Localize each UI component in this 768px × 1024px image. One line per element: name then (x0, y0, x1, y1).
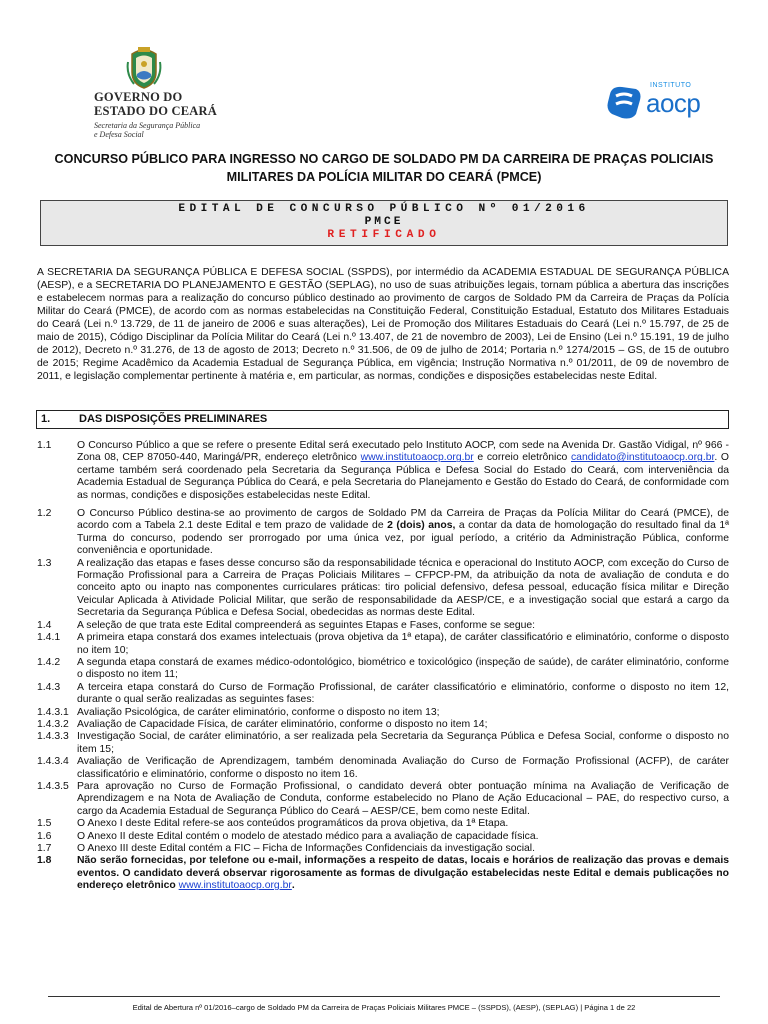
item-number: 1.4 (37, 619, 52, 631)
list-item (37, 781, 729, 818)
item-text: A seleção de que trata este Edital compreenderá as seguintes Etapas e Fases, conforme se segue: (77, 619, 536, 631)
page-header (0, 0, 768, 140)
item-number: 1.2 (37, 508, 52, 520)
ceara-coat-of-arms-icon (124, 44, 164, 90)
email-link[interactable]: candidato@institutoaocp.org.br (570, 452, 715, 464)
edital-status: RETIFICADO (327, 229, 441, 241)
item-text: Avaliação Psicológica, de caráter eliminatório, conforme o disposto no item 13; (77, 706, 440, 718)
item-text-part: Não serão fornecidas, por telefone ou e-mail, informações a respeito de datas, locais e horários de realização das provas e demais eventos. O candidato deverá observar rigorosamente as formas de divulgação estabelecidas neste Edital e demais publicações no endereço eletrônico (77, 855, 729, 892)
item-text (77, 440, 729, 502)
item-number: 1.4.3 (37, 681, 61, 693)
list-item (37, 620, 729, 632)
item-number: 1.8 (37, 855, 52, 867)
item-text: O Anexo III deste Edital contém a FIC – Ficha de Informações Confidenciais da investigação social. (77, 843, 536, 854)
section-number: 1. (41, 413, 51, 425)
item-number: 1.1 (37, 440, 52, 451)
item-text-part: . O certame também será coordenado pela Secretaria da Segurança Pública e Defesa Social do Estado do Ceará, com interveniência da Academia Estadual de Segurança Pública do Ceará, e pela Secretaria do Planejamento e Gestão do Estado do Ceará, de conformidade com as normas, condições e disposições estabelecidas neste Edital. (77, 452, 730, 501)
item-number: 1.6 (37, 830, 52, 842)
item-number: 1.4.2 (37, 656, 61, 668)
item-text: O Anexo I deste Edital refere-se aos conteúdos programáticos da prova objetiva, da 1ª Etapa. (77, 818, 509, 830)
list-item (37, 707, 729, 719)
page-footer: Edital de Abertura nº 01/2016–cargo de Soldado PM da Carreira de Praças Policiais Militares PMCE – (SSPDS), (AESP), (SEPLAG) | Página 1 de 22 (132, 1003, 636, 1012)
list-item (37, 632, 729, 657)
list-item (37, 508, 729, 558)
validity-period: 2 (dois) anos, (387, 520, 456, 532)
item-text: A terceira etapa constará do Curso de Formação Profissional, de caráter classificatório e eliminatório, conforme o disposto no item 12, durante o qual serão realizadas as seguintes fases: (77, 681, 729, 706)
item-text-part: a contar da data de homologação do resultado final da 1ª Turma do concurso, podendo ser prorrogado por uma única vez, por igual período, a critério da Administração Pública, conforme conveniência e oportunidade. (77, 520, 729, 557)
gov-sub2: e Defesa Social (94, 130, 144, 139)
edital-banner (40, 200, 728, 246)
item-text-part: O Concurso Público a que se refere o presente Edital será executado pelo Instituto AOCP, com sede na Avenida Dr. Gastão Vidigal, nº 966 - Zona 08, CEP 87050-440, Maringá/PR, endereço eletrônico (77, 440, 729, 464)
list-item (37, 657, 729, 682)
section-title: DAS DISPOSIÇÕES PRELIMINARES (79, 413, 268, 425)
edital-line1: EDITAL DE CONCURSO PÚBLICO Nº 01/2016 (178, 203, 590, 215)
gov-line1: GOVERNO DO (94, 90, 183, 104)
item-number: 1.4.3.5 (37, 780, 69, 792)
instituto-aocp-logo (606, 80, 716, 124)
item-text-part: O Concurso Público destina-se ao provimento de cargos de Soldado PM da Carreira de Praças da Polícia Militar do Ceará (PMCE), de acordo com a Tabela 2.1 deste Edital e tem prazo de validade de (77, 508, 729, 532)
item-text: A realização das etapas e fases desse concurso são da responsabilidade técnica e operacional do Instituto AOCP, com exceção do Curso de Formação Profissional para a Carreira de Praças Policiais Militares – CFPCP-PM, da atribuição da nota de avaliação de conduta e do conceito apto ou inapto nas componentes curriculares práticas: tiro policial defensivo, defesa pessoal, educação física militar e Direção Veicular Aplicada à Atividade Policial Militar, que serão de responsabilidade da AESP/CE, e a investigação social que estará a cargo da Secretaria da Segurança Pública e Defesa Social, obedecidas as normas deste Edital. (77, 557, 729, 619)
aocp-name: aocp (646, 88, 701, 118)
item-text-part: . (291, 880, 295, 892)
item-text: Para aprovação no Curso de Formação Profissional, o candidato deverá obter pontuação mínima na Avaliação de Verificação de Aprendizagem e na Nota de Avaliação de Conduta, conforme estabelecido no Plano de Ação Educacional – PAE, do respectivo curso, a cargo da Academia Estadual de Segurança Público do Ceará – AESP/CE, bem como neste Edital. (77, 780, 729, 817)
item-text: O Anexo II deste Edital contém o modelo de atestado médico para a avaliação de capacidade física. (77, 830, 539, 842)
item-number: 1.5 (37, 818, 52, 830)
list-item (37, 843, 729, 855)
item-number: 1.4.3.2 (37, 718, 69, 730)
item-number: 1.4.3.4 (37, 756, 69, 768)
item-number: 1.4.3.1 (37, 706, 69, 718)
item-number: 1.4.3.3 (37, 731, 69, 743)
title-line1: CONCURSO PÚBLICO PARA INGRESSO NO CARGO DE SOLDADO PM DA CARREIRA DE PRAÇAS POLICIAIS (54, 152, 714, 166)
aocp-instituto-label: INSTITUTO (650, 82, 692, 89)
item-number: 1.3 (37, 557, 52, 569)
item-text: A segunda etapa constará de exames médico-odontológico, biométrico e toxicológico (inspeção de saúde), de caráter eliminatório, conforme o disposto no item 11; (77, 656, 729, 681)
section-heading (36, 410, 729, 429)
item-text: A primeira etapa constará dos exames intelectuais (prova objetiva da 1ª etapa), de caráter classificatório e eliminatório, conforme o disposto no item 10; (77, 632, 729, 656)
items-list (37, 440, 729, 893)
gov-line2: ESTADO DO CEARÁ (94, 104, 217, 118)
list-item (37, 440, 729, 502)
list-item (37, 558, 729, 620)
list-item (37, 855, 729, 892)
item-text: Avaliação de Capacidade Física, de caráter eliminatório, conforme o disposto no item 14; (77, 718, 488, 730)
list-item (37, 682, 729, 707)
list-item (37, 731, 729, 756)
edital-line2: PMCE (364, 216, 404, 228)
list-item (37, 831, 729, 843)
website-link[interactable]: www.institutoaocp.org.br (178, 880, 292, 892)
footer-divider (48, 996, 720, 997)
list-item (37, 756, 729, 781)
gov-sub1: Secretaria da Segurança Pública (94, 121, 201, 130)
aocp-mark-icon (606, 84, 644, 120)
item-text: Investigação Social, de caráter eliminatório, a ser realizada pela Secretaria da Segurança Pública e Defesa Social, conforme o disposto no item 15; (77, 731, 729, 755)
list-item (37, 818, 729, 830)
website-link[interactable]: www.institutoaocp.org.br (360, 452, 474, 464)
item-text (77, 508, 729, 558)
item-text (77, 855, 729, 892)
item-text: Avaliação de Verificação de Aprendizagem, também denominada Avaliação do Curso de Formação Profissional (ACFP), de caráter classificatório e eliminatório, conforme o disposto no item 16. (77, 756, 729, 780)
governo-ceara-logo (88, 44, 217, 140)
document-title (40, 150, 728, 186)
title-line2: MILITARES DA POLÍCIA MILITAR DO CEARÁ (PMCE) (226, 170, 542, 184)
item-number: 1.4.1 (37, 632, 61, 644)
list-item (37, 719, 729, 731)
item-number: 1.7 (37, 843, 52, 854)
intro-paragraph: A SECRETARIA DA SEGURANÇA PÚBLICA E DEFESA SOCIAL (SSPDS), por intermédio da ACADEMIA ESTADUAL DE SEGURANÇA PÚBLICA (AESP), e a SECRETARIA DO PLANEJAMENTO E GESTÃO (SEPLAG), no uso de suas atribuições legais, tornam pública a abertura das inscrições e estabelecem normas para a realização do concurso público destinado ao provimento de cargos de Soldado PM da Carreira de Praças da Polícia Militar do Ceará (PMCE), de acordo com as normas estabelecidas na Constituição Federal, Constituição Estadual, Estatuto dos Militares Estaduais do Ceará (Lei n.º 13.729, de 11 de janeiro de 2006 e suas alterações), Lei de Promoção dos Militares Estaduais do Ceará (Lei n.º 15.797, de 25 de maio de 2015), Código Disciplinar da Polícia Militar do Ceará (Lei n.º 13.407, de 21 de novembro de 2003), Lei de Ensino (Lei n.º 15.191, 19 de julho de 2012), Decreto n.º 31.276, de 13 de agosto de 2013; Decreto n.º 31.506, de 09 de julho de 2014; Portaria n.º 1274/2015 – GS, de 15 de outubro de 2015; Regime Acadêmico da Academia Estadual de Segurança Pública, em vigência; Instrução Normativa n.º 01/2011, de 09 de novembro de 2011, e legislação complementar pertinente à matéria e, em particular, as normas, condições e disposições estabelecidas neste Edital. (37, 267, 729, 382)
item-text-part: e correio eletrônico (473, 452, 571, 464)
